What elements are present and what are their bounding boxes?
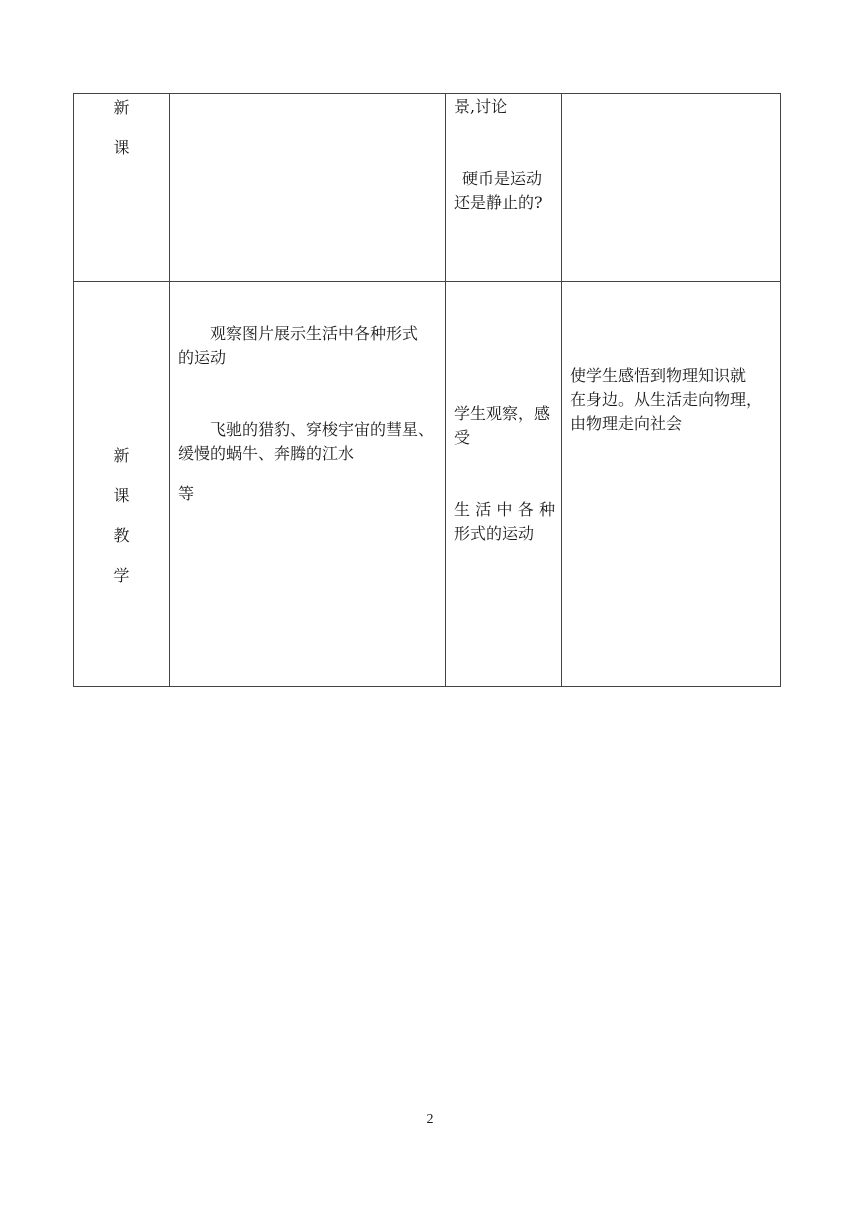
activity-text-line: 等 [178, 484, 195, 503]
activity-text-line: 的运动 [178, 348, 227, 367]
lesson-plan-table [73, 93, 781, 687]
purpose-text-line: 在身边。从生活走向物理， [570, 390, 763, 409]
section-label-char: 课 [113, 138, 130, 157]
student-text-line: 受 [454, 428, 471, 447]
purpose-cell [562, 94, 781, 282]
student-text-line: 形式的运动 [454, 524, 535, 543]
teacher-activity-cell [170, 282, 446, 687]
purpose-text-line: 使学生感悟到物理知识就 [570, 366, 747, 385]
activity-text-line: 观察图片展示生活中各种形式 [210, 324, 419, 343]
activity-text-line: 飞驰的猎豹、穿梭宇宙的彗星、 [210, 420, 435, 439]
student-text-line: 景,讨论 [454, 97, 508, 116]
section-label-char: 学 [113, 566, 130, 585]
section-label-cell [74, 94, 170, 282]
student-text-line: 还是静止的? [454, 193, 543, 212]
purpose-text-line: 由物理走向社会 [570, 414, 683, 433]
table-row [74, 94, 781, 282]
table-row [74, 282, 781, 687]
teacher-activity-cell [170, 94, 446, 282]
section-label-char: 新 [113, 446, 130, 465]
student-activity-cell [446, 282, 562, 687]
student-activity-cell [446, 94, 562, 282]
purpose-cell [562, 282, 781, 687]
section-label-char: 教 [113, 526, 130, 545]
activity-text-line: 缓慢的蜗牛、奔腾的江水 [178, 444, 355, 463]
section-label-char: 新 [113, 98, 130, 117]
section-label-char: 课 [113, 486, 130, 505]
student-text-line: 学生观察，感 [454, 404, 551, 423]
page-number: 2 [426, 1112, 434, 1127]
student-text-line: 生活中各种 [454, 500, 555, 519]
section-label-cell [74, 282, 170, 687]
student-text-line: 硬币是运动 [462, 169, 543, 188]
